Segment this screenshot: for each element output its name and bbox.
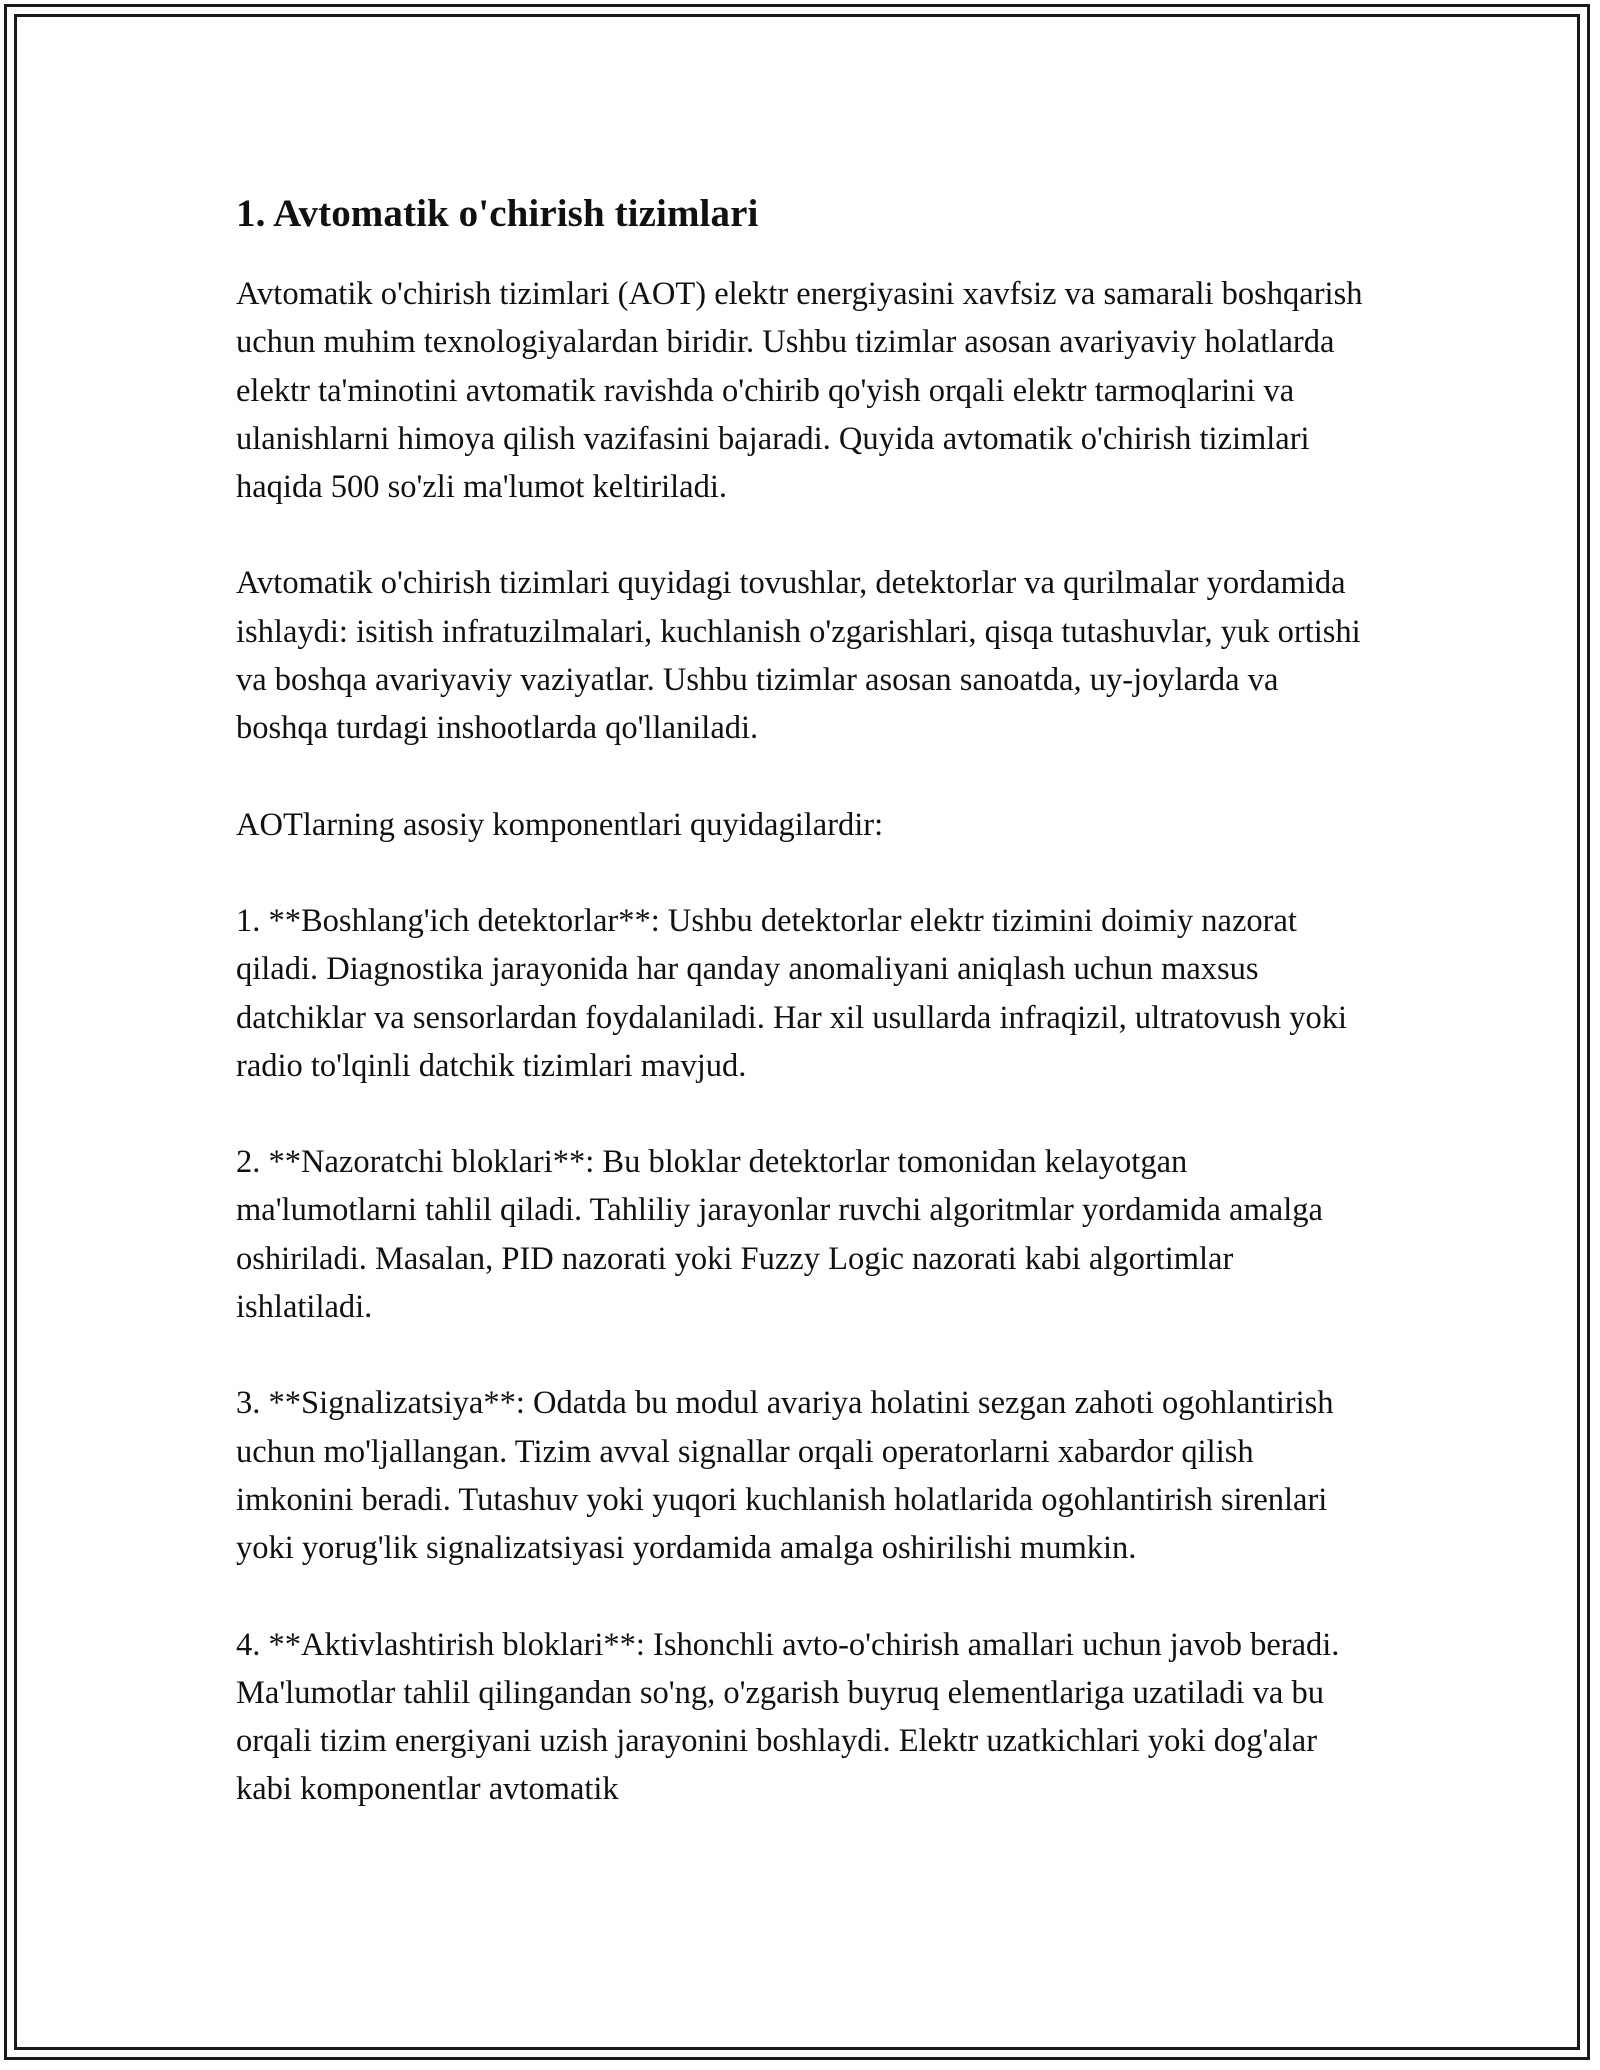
- paragraph-intro: Avtomatik o'chirish tizimlari (AOT) elektr energiyasini xavfsiz va samarali boshqarish uchun muhim texnologiyalardan biridir. Ushbu tizimlar asosan avariyaviy holatlarda elektr ta'minotini avtomatik ravishda o'chirib qo'yish orqali elektr tarmoqlarini va ulanishlarni himoya qilish vazifasini bajaradi. Quyida avtomatik o'chirish tizimlari haqida 500 so'zli ma'lumot keltiriladi.: [236, 276, 1363, 506]
- list-item-controllers: 2. **Nazoratchi bloklari**: Bu bloklar detektorlar tomonidan kelayotgan ma'lumotlarni tahlil qiladi. Tahliliy jarayonlar ruvchi algoritmlar yordamida amalga oshiriladi. Masalan, PID nazorati yoki Fuzzy Logic nazorati kabi algortimlar ishlatiladi.: [236, 1144, 1323, 1326]
- paragraph-components-heading: AOTlarning asosiy komponentlari quyidagilardir:: [236, 806, 884, 843]
- document-title: 1. Avtomatik o'chirish tizimlari: [236, 192, 759, 235]
- list-item-detectors: 1. **Boshlang'ich detektorlar**: Ushbu detektorlar elektr tizimini doimiy nazorat qiladi. Diagnostika jarayonida har qanday anomaliyani aniqlash uchun maxsus datchiklar va sensorlardan foydalaniladi. Har xil usullarda infraqizil, ultratovush yoki radio to'lqinli datchik tizimlari mavjud.: [236, 902, 1347, 1084]
- list-item-activation: 4. **Aktivlashtirish bloklari**: Ishonchli avto-o'chirish amallari uchun javob beradi. Ma'lumotlar tahlil qilingandan so'ng, o'zgarish buyruq elementlariga uzatiladi va bu orqali tizim energiyani uzish jarayonini boshlaydi. Elektr uzatkichlari yoki dog'alar kabi komponentlar avtomatik: [236, 1626, 1340, 1808]
- list-item-signaling: 3. **Signalizatsiya**: Odatda bu modul avariya holatini sezgan zahoti ogohlantirish uchun mo'ljallangan. Tizim avval signallar orqali operatorlarni xabardor qilish imkonini beradi. Tutashuv yoki yuqori kuchlanish holatlarida ogohlantirish sirenlari yoki yorug'lik signalizatsiyasi yordamida amalga oshirilishi mumkin.: [236, 1385, 1334, 1567]
- paragraph-operation: Avtomatik o'chirish tizimlari quyidagi tovushlar, detektorlar va qurilmalar yordamida ishlaydi: isitish infratuzilmalari, kuchlanish o'zgarishlari, qisqa tutashuvlar, yuk ortishi va boshqa avariyaviy vaziyatlar. Ushbu tizimlar asosan sanoatda, uy-joylarda va boshqa turdagi inshootlarda qo'llaniladi.: [236, 565, 1361, 747]
- document-body: [236, 188, 1376, 1814]
